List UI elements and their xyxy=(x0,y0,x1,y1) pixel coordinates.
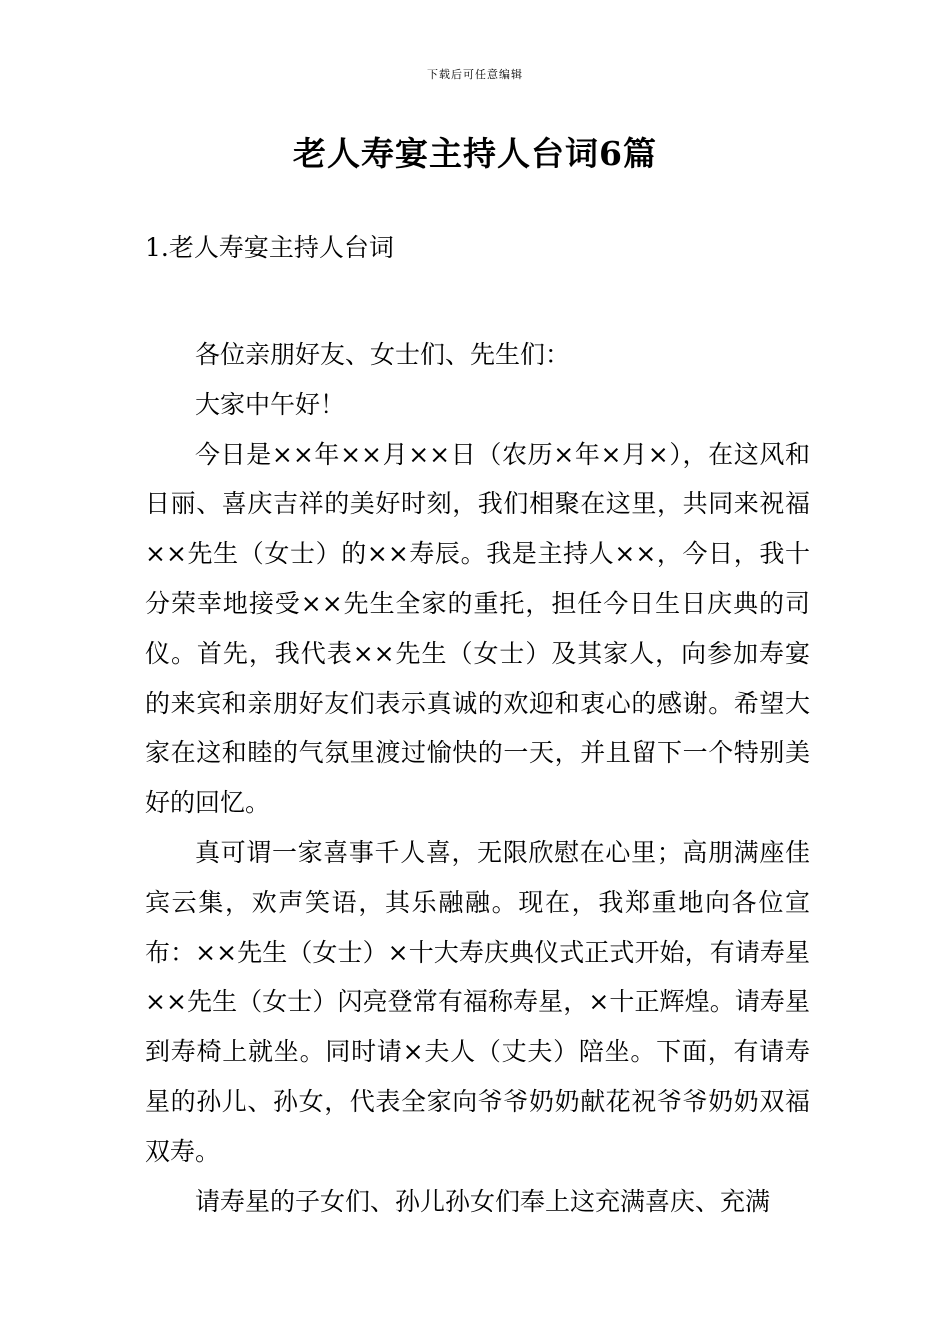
paragraph-ceremony-start: 真可谓一家喜事千人喜，无限欣慰在心里；高朋满座佳宾云集，欢声笑语，其乐融融。现在，我郑重地向各位宣布：××先生（女士）×十大寿庆典仪式正式开始，有请寿星××先生（女士）闪亮登常有福称寿星，×十正辉煌。请寿星到寿椅上就坐。同时请×夫人（丈夫）陪坐。下面，有请寿星的孙儿、孙女，代表全家向爷爷奶奶献花祝爷爷奶奶双福双寿。 xyxy=(145,837,810,1166)
paragraph-children-offering: 请寿星的子女们、孙儿孙女们奉上这充满喜庆、充满 xyxy=(195,1186,771,1216)
paragraph-good-noon: 大家中午好！ xyxy=(195,389,346,419)
section-heading: 1.老人寿宴主持人台词 xyxy=(145,233,394,262)
paragraph-greeting: 各位亲朋好友、女士们、先生们： xyxy=(195,340,571,369)
paragraph-opening: 今日是××年××月××日（农历×年×月×），在这风和日丽、喜庆吉祥的美好时刻，我们相聚在这里，共同来祝福××先生（女士）的××寿辰。我是主持人××，今日，我十分荣幸地接受××先生全家的重托，担任今日生日庆典的司仪。首先，我代表××先生（女士）及其家人，向参加寿宴的来宾和亲朋好友们表示真诚的欢迎和衷心的感谢。希望大家在这和睦的气氛里渡过愉快的一天，并且留下一个特别美好的回忆。 xyxy=(145,439,810,818)
body-text xyxy=(145,330,810,1226)
document-title: 老人寿宴主持人台词6篇 xyxy=(293,134,657,173)
header-note: 下载后可任意编辑 xyxy=(427,68,523,81)
